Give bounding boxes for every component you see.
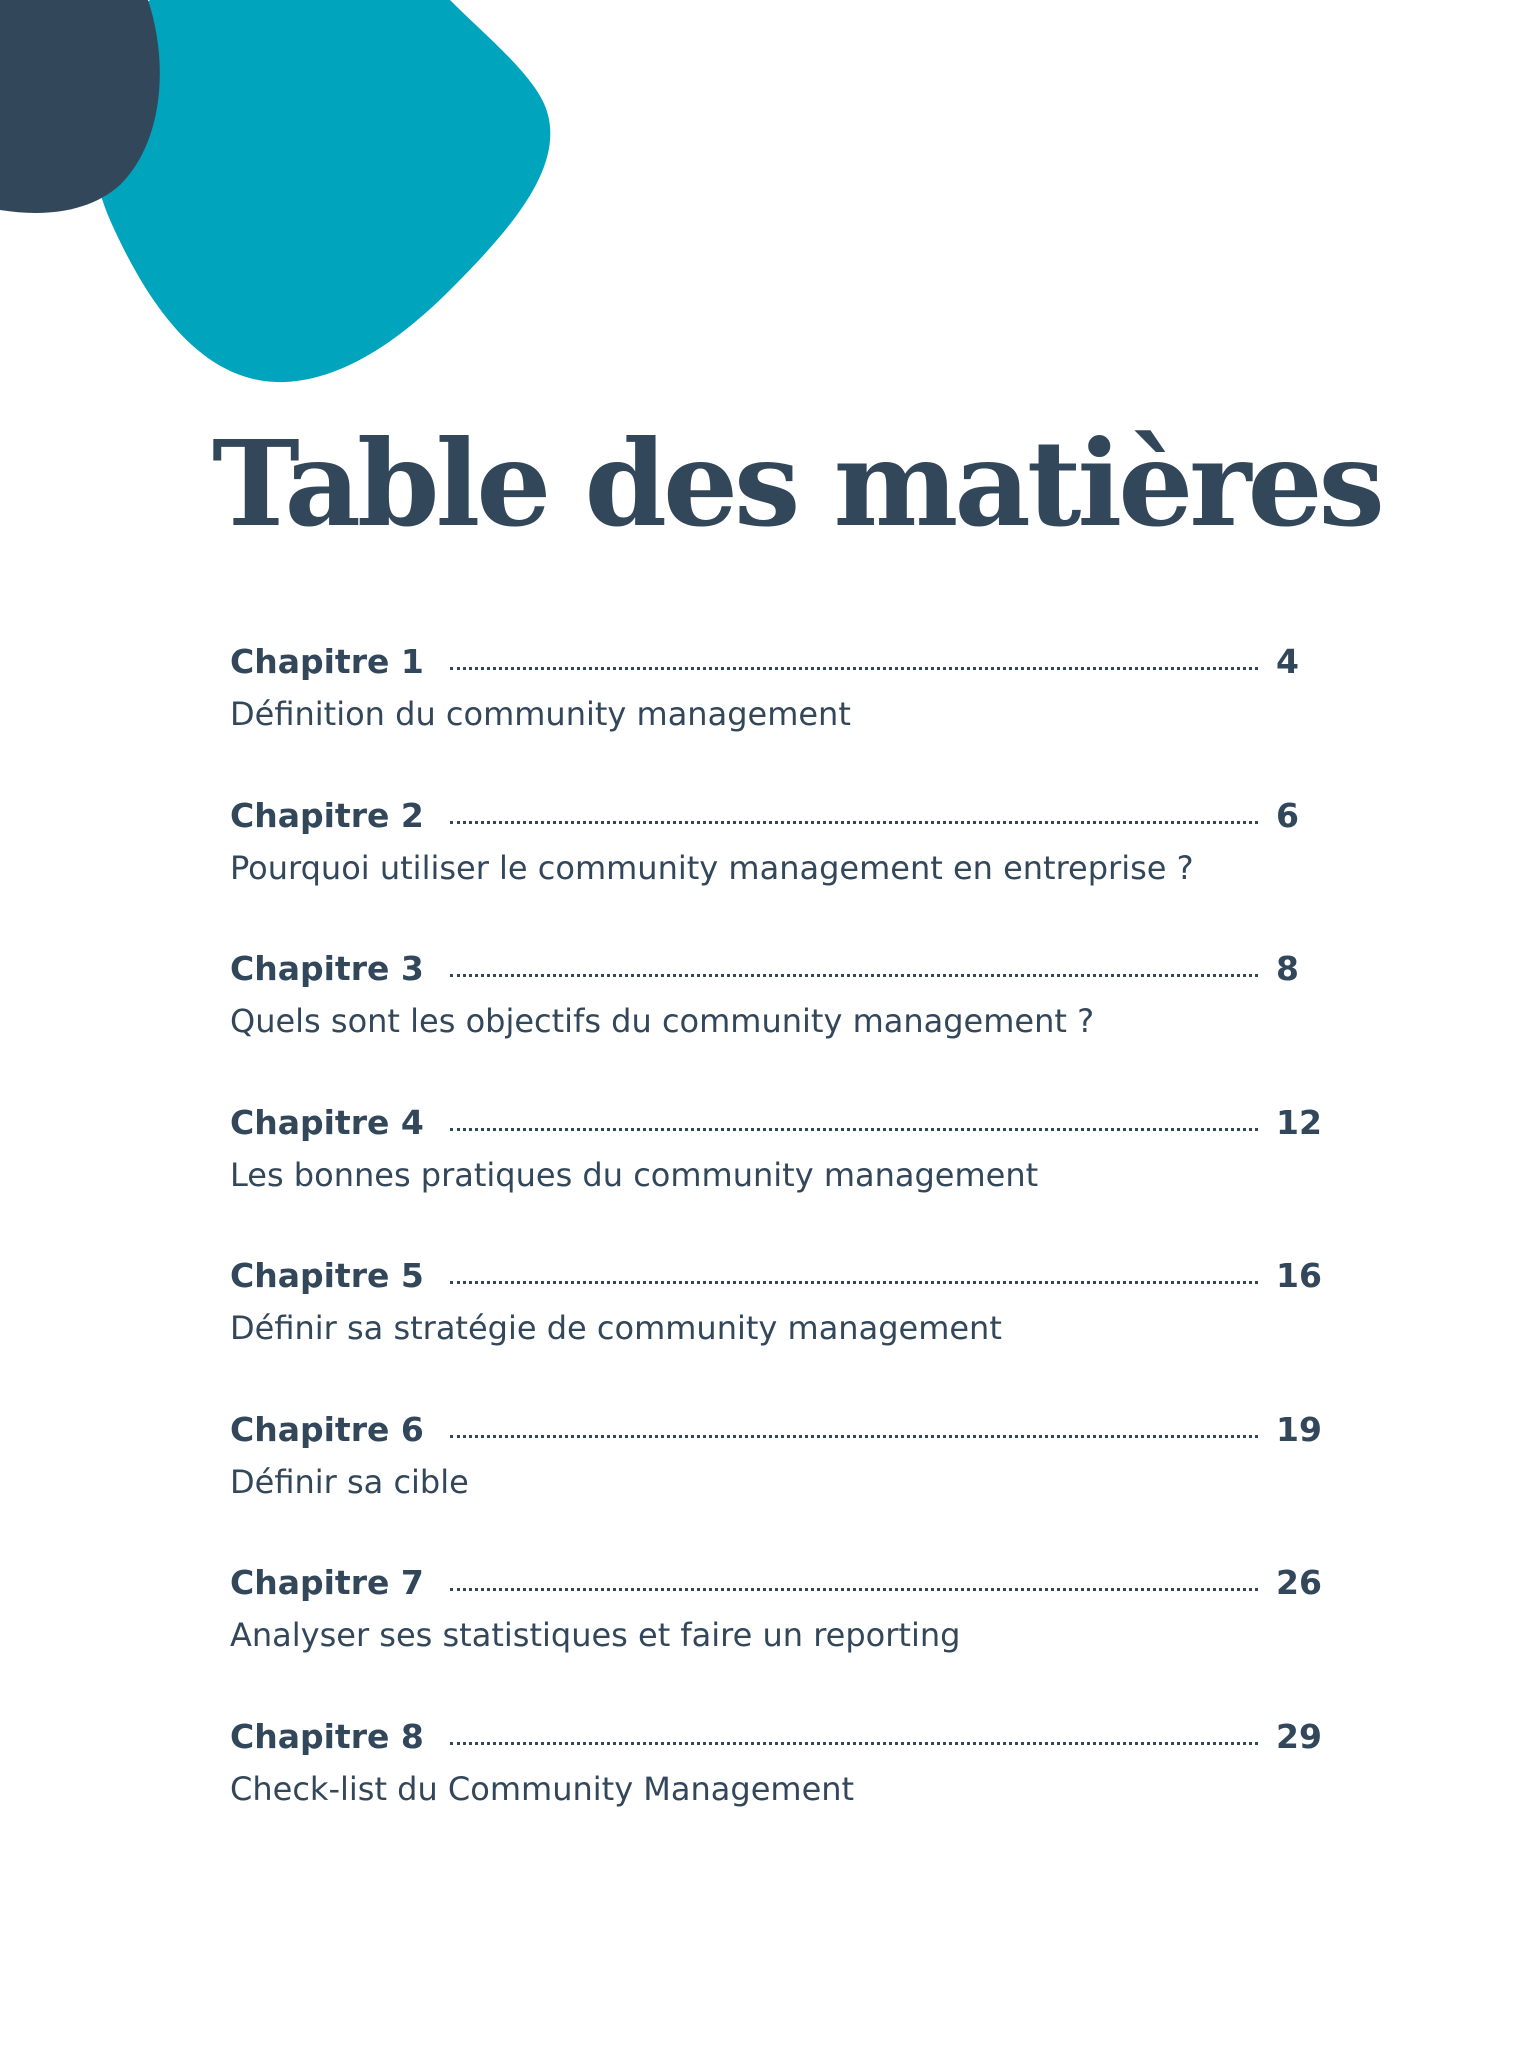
chapter-label: Chapitre 2	[230, 795, 424, 835]
page-number: 29	[1276, 1716, 1322, 1756]
chapter-label: Chapitre 5	[230, 1256, 424, 1295]
chapter-label: Chapitre 3	[230, 949, 424, 988]
decorative-blob-shapes	[0, 0, 560, 400]
toc-entry-chapter-3[interactable]	[230, 947, 1350, 1101]
chapter-title: Définition du community management	[230, 695, 851, 733]
page-number: 26	[1276, 1563, 1322, 1602]
dotted-leader	[450, 974, 1258, 977]
dotted-leader	[450, 821, 1258, 824]
toc-entry-chapter-7[interactable]	[230, 1561, 1350, 1715]
toc-entry-chapter-6[interactable]	[230, 1408, 1350, 1562]
chapter-title: Définir sa stratégie de community management	[230, 1309, 1002, 1347]
toc-entry-chapter-2[interactable]	[230, 794, 1350, 948]
dotted-leader	[450, 1742, 1258, 1745]
page-number: 6	[1276, 795, 1299, 835]
toc-entry-chapter-1[interactable]	[230, 640, 1350, 794]
page-number: 12	[1276, 1102, 1322, 1142]
dotted-leader	[450, 1281, 1258, 1284]
dotted-leader	[450, 667, 1258, 670]
dotted-leader	[450, 1128, 1258, 1131]
chapter-title: Pourquoi utiliser le community management en entreprise ?	[230, 848, 1194, 887]
chapter-label: Chapitre 6	[230, 1409, 424, 1449]
chapter-label: Chapitre 1	[230, 642, 424, 681]
chapter-label: Chapitre 8	[230, 1716, 424, 1756]
page-title: Table des matières	[212, 414, 1381, 553]
chapter-title: Check-list du Community Management	[230, 1769, 855, 1808]
chapter-label: Chapitre 7	[230, 1563, 424, 1602]
page-number: 4	[1276, 642, 1299, 681]
chapter-title: Définir sa cible	[230, 1462, 469, 1501]
toc-entry-chapter-4[interactable]	[230, 1101, 1350, 1255]
page-number: 8	[1276, 949, 1299, 988]
chapter-title: Quels sont les objectifs du community management ?	[230, 1002, 1095, 1040]
dotted-leader	[450, 1588, 1258, 1591]
dotted-leader	[450, 1435, 1258, 1438]
table-of-contents	[230, 640, 1350, 1868]
chapter-title: Les bonnes pratiques du community management	[230, 1155, 1039, 1194]
chapter-title: Analyser ses statistiques et faire un reporting	[230, 1616, 961, 1654]
page-number: 16	[1276, 1256, 1322, 1295]
toc-entry-chapter-5[interactable]	[230, 1254, 1350, 1408]
toc-entry-chapter-8[interactable]	[230, 1715, 1350, 1869]
chapter-label: Chapitre 4	[230, 1102, 424, 1142]
teal-blob	[91, 0, 550, 382]
page-number: 19	[1276, 1409, 1322, 1449]
